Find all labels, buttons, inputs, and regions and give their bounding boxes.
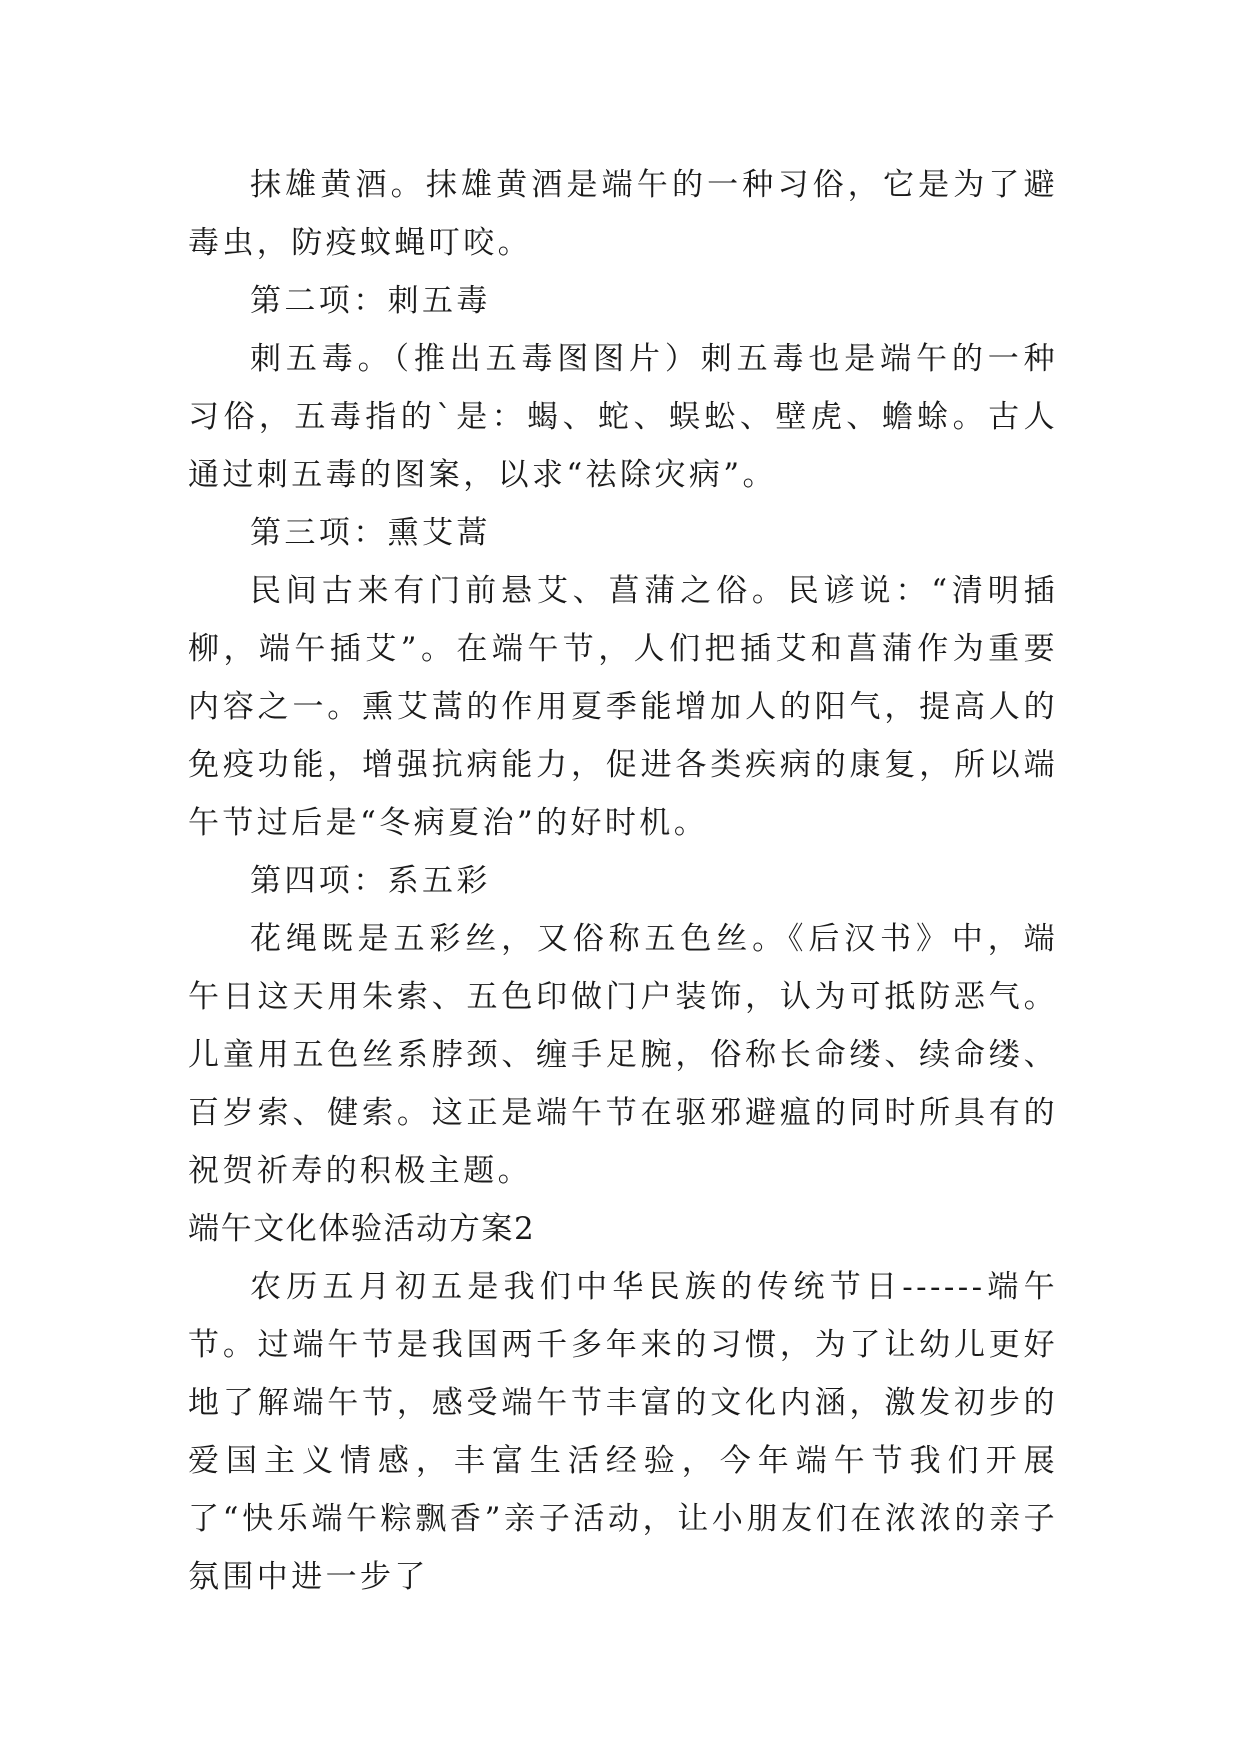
subheading-item-two: 第二项：刺五毒: [250, 283, 491, 319]
subheading-item-four: 第四项：系五彩: [250, 863, 491, 899]
subheading-item-three: 第三项：熏艾蒿: [250, 515, 491, 551]
document-body: [188, 156, 1058, 1606]
paragraph-mugwort: 民间古来有门前悬艾、菖蒲之俗。民谚说：“清明插柳，端午插艾”。在端午节，人们把插艾和菖蒲作为重要内容之一。熏艾蒿的作用夏季能增加人的阳气，提高人的免疫功能，增强抗病能力，促进各类疾病的康复，所以端午节过后是“冬病夏治”的好时机。: [188, 573, 1058, 841]
paragraph-five-poisons: 刺五毒。（推出五毒图图片）刺五毒也是端午的一种习俗，五毒指的`是：蝎、蛇、蜈蚣、壁虎、蟾蜍。古人通过刺五毒的图案，以求“祛除灾病”。: [188, 341, 1058, 493]
paragraph-five-colors: 花绳既是五彩丝，又俗称五色丝。《后汉书》中，端午日这天用朱索、五色印做门户装饰，认为可抵防恶气。 儿童用五色丝系脖颈、缠手足腕，俗称长命缕、续命缕、百岁索、健索。这正是端午节在驱邪避瘟的同时所具有的祝贺祈寿的积极主题。: [188, 921, 1058, 1189]
section-title-plan-2: 端午文化体验活动方案2: [188, 1211, 536, 1247]
paragraph-festival-intro: 农历五月初五是我们中华民族的传统节日------端午节。过端午节是我国两千多年来的习惯，为了让幼儿更好地了解端午节，感受端午节丰富的文化内涵，激发初步的爱国主义情感，丰富生活经验，今年端午节我们开展了“快乐端午粽飘香”亲子活动，让小朋友们在浓浓的亲子氛围中进一步了: [188, 1269, 1058, 1595]
paragraph-realgar-wine: 抹雄黄酒。抹雄黄酒是端午的一种习俗，它是为了避毒虫，防疫蚊蝇叮咬。: [188, 167, 1058, 261]
